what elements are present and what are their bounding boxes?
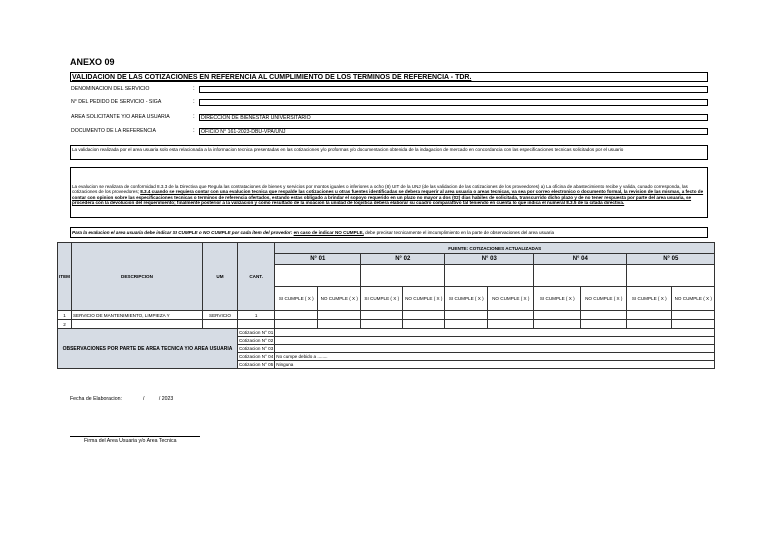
header-quantity: CANT. xyxy=(237,243,274,311)
reference-document-label: DOCUMENTO DE LA REFERENCIA xyxy=(71,128,156,134)
provider-box-2 xyxy=(361,265,445,287)
cell-si-4[interactable] xyxy=(534,320,581,329)
no-cumple-header: NO CUMPLE ( X ) xyxy=(403,287,445,311)
colon: : xyxy=(193,99,195,105)
row-item: 1 xyxy=(58,311,72,320)
instruction-underlined: en caso de indicar NO CUMPLE, xyxy=(293,230,364,235)
no-cumple-header: NO CUMPLE ( X ) xyxy=(672,287,715,311)
validation-note: La validacion realizada por el area usuaria solo esta relacionada a la informacion tecnica presentadas en las cotizaciones y/o proformas y/o documentacion obtenida de la indagacion de mercado en concordancia con las especificaciones tecnicas solicitados por el usuario xyxy=(70,145,708,160)
cell-no-4[interactable] xyxy=(581,311,627,320)
no-cumple-header: NO CUMPLE ( X ) xyxy=(318,287,361,311)
instruction-note xyxy=(70,227,708,238)
cell-no-5[interactable] xyxy=(672,311,715,320)
provider-box-3 xyxy=(445,265,534,287)
no-cumple-header: NO CUMPLE ( X ) xyxy=(488,287,534,311)
date-label: Fecha de Elaboracion: xyxy=(70,396,122,402)
observation-field[interactable]: Ninguna xyxy=(275,361,715,369)
header-description: DESCRIPCION xyxy=(71,243,202,311)
cell-si-3[interactable] xyxy=(445,320,488,329)
cell-no-3[interactable] xyxy=(488,320,534,329)
table-row xyxy=(58,320,715,329)
si-cumple-header: SI CUMPLE ( X ) xyxy=(361,287,403,311)
si-cumple-header: SI CUMPLE ( X ) xyxy=(445,287,488,311)
cell-no-1[interactable] xyxy=(318,311,361,320)
evaluation-note xyxy=(70,167,708,218)
cell-si-1[interactable] xyxy=(275,311,318,320)
cell-no-2[interactable] xyxy=(403,320,445,329)
row-description: SERVICIO DE MANTENIMIENTO, LIMPIEZA Y xyxy=(71,311,202,320)
observation-field[interactable]: No cumpe debido a ........ xyxy=(275,353,715,361)
provider-box-4 xyxy=(534,265,627,287)
order-number-field[interactable] xyxy=(199,99,708,106)
row-um: SERVICIO xyxy=(202,311,237,320)
quotation-label: Cotizacion N° 04 xyxy=(238,354,274,359)
cell-si-5[interactable] xyxy=(627,320,672,329)
observations-label: OBSERVACIONES POR PARTE DE AREA TECNICA Y/O AREA USUARIA xyxy=(58,329,238,369)
header-um: UM xyxy=(202,243,237,311)
row-description xyxy=(71,320,202,329)
cell-no-4[interactable] xyxy=(581,320,627,329)
cell-si-4[interactable] xyxy=(534,311,581,320)
cell-si-1[interactable] xyxy=(275,320,318,329)
provider-box-1 xyxy=(275,265,361,287)
cell-no-3[interactable] xyxy=(488,311,534,320)
provider-header-5: N° 05 xyxy=(627,254,715,265)
colon: : xyxy=(193,128,195,134)
evaluation-note-underlined: 8.3.4 cuando se requiera contar con una evalucion tecnica que respalde las cotizaciones u otras fuentes identificadas se debera requerir al area usuaria o areas tecnicas, va sea por correo electronico o documento formal, la revision de las mismas, a fecto de contar con opinion sobre las especificaciones tecnicas o terminos de referencia ofertados, estando estas obligado a brindar el sopoyo requerido en un plazo no mayor a dos (02) dias habiles de solicitada, transcurrido dicho plazo y de no tener respuesta por parte del area usuaria, se procedera con la devolucion del requerimiento; finalmente posterior a la valizacion y como resultado de la inoacion la unidad de loqistica debera elaborar su cuadro comparattivo tal teniendo en cuenta lo que indica el numeral 8.3.5 de la citada directiva. xyxy=(72,189,704,205)
instruction-tail: debe precisar tecnicamente el imcumplimiento en la parte de observaciones del area usuaria xyxy=(363,230,555,235)
cell-si-3[interactable] xyxy=(445,311,488,320)
row-item: 2 xyxy=(58,320,72,329)
colon: : xyxy=(193,114,195,120)
evaluation-note-text: La evalucion se realizara de conformidad 8.3.3 de la Directiva que Regula las contrataciones de bienes y servicios por montos iguales o inferiores a ocho (8) UIT de la UNJ (de las validacion de las cotizaciones de los proveedores) a) La oficina de abastecimiento recibe y valida, cunado corresponda, las cotizaciones de los proveedores; xyxy=(72,184,688,195)
si-cumple-header: SI CUMPLE ( X ) xyxy=(534,287,581,311)
si-cumple-header: SI CUMPLE ( X ) xyxy=(275,287,318,311)
cell-no-5[interactable] xyxy=(672,320,715,329)
observation-field[interactable] xyxy=(275,329,715,337)
provider-header-3: N° 03 xyxy=(445,254,534,265)
annex-title: ANEXO 09 xyxy=(70,57,115,67)
document-title: VALIDACION DE LAS COTIZACIONES EN REFERENCIA AL CUMPLIMIENTO DE LOS TERMINOS DE REFERENCIA - TDR. xyxy=(70,72,708,82)
reference-document-field[interactable]: OFICIO N° 161-2023-DBU-VPA/UNJ xyxy=(199,128,708,135)
signature-line xyxy=(70,436,200,437)
header-item: ITEM xyxy=(58,243,72,311)
cell-si-2[interactable] xyxy=(361,320,403,329)
service-name-field[interactable] xyxy=(199,86,708,93)
header-source: FUENTE: COTIZACIONES ACTUALIZADAS xyxy=(275,243,715,254)
provider-header-2: N° 02 xyxy=(361,254,445,265)
cell-no-2[interactable] xyxy=(403,311,445,320)
evaluation-table xyxy=(57,242,715,369)
quotation-label: Cotizacion N° 05 xyxy=(238,362,274,367)
requesting-area-label: AREA SOLICITANTE Y/O AREA USUARIA xyxy=(71,114,170,120)
si-cumple-header: SI CUMPLE ( X ) xyxy=(627,287,672,311)
row-quantity: 1 xyxy=(237,311,274,320)
quotation-label: Cotizacion N° 03 xyxy=(238,346,274,351)
cell-si-5[interactable] xyxy=(627,311,672,320)
date-value: / / 2023 xyxy=(143,396,174,402)
quotation-label: Cotizacion N° 01 xyxy=(238,330,274,335)
instruction-bold: Para la evalucion el area usuaria debe indicar SI CUMPLE o NO CUMPLE por cada item del provedor: xyxy=(72,230,294,235)
provider-header-1: N° 01 xyxy=(275,254,361,265)
row-quantity xyxy=(237,320,274,329)
order-number-label: N° DEL PEDIDO DE SERVICIO - SIGA xyxy=(71,99,162,105)
provider-header-4: N° 04 xyxy=(534,254,627,265)
observation-field[interactable] xyxy=(275,337,715,345)
row-um xyxy=(202,320,237,329)
provider-box-5 xyxy=(627,265,715,287)
observation-field[interactable] xyxy=(275,345,715,353)
no-cumple-header: NO CUMPLE ( X ) xyxy=(581,287,627,311)
table-row xyxy=(58,311,715,320)
cell-no-1[interactable] xyxy=(318,320,361,329)
service-name-label: DENOMINACION DEL SERVICIO xyxy=(71,86,150,92)
colon: : xyxy=(193,86,195,92)
signature-label: Firma del Area Usuaria y/o Area Tecnica xyxy=(84,438,177,444)
requesting-area-field[interactable]: DIRECCIÓN DE BIENESTAR UNIVERSITARIO xyxy=(199,114,708,121)
quotation-label: Cotizacion N° 02 xyxy=(238,338,274,343)
cell-si-2[interactable] xyxy=(361,311,403,320)
